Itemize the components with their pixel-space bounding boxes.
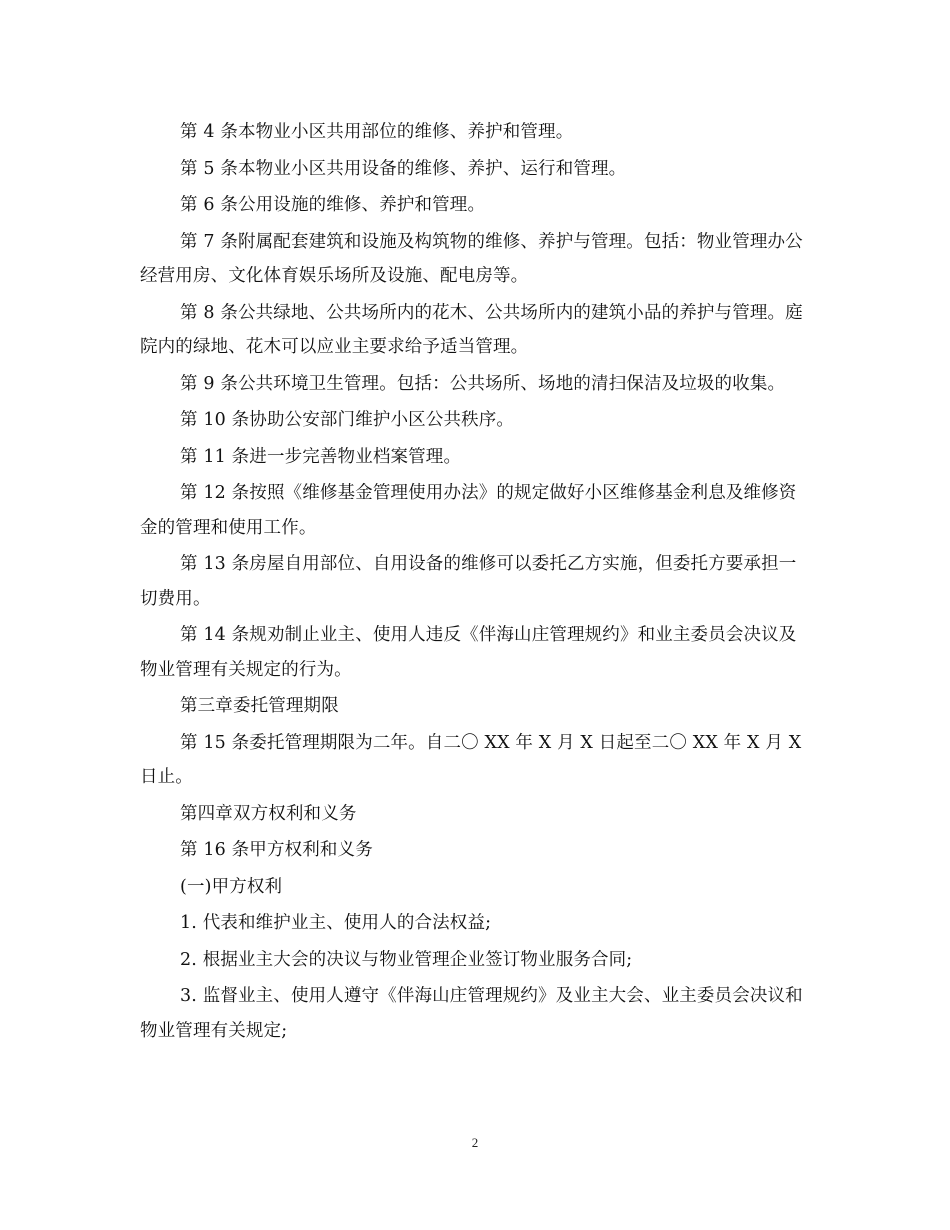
article-12-paragraph: 第 12 条按照《维修基金管理使用办法》的规定做好小区维修基金利息及维修资金的管理和使用工作。 <box>140 483 797 538</box>
article-16-heading: 第 16 条甲方权利和义务 <box>180 840 373 860</box>
article-11-paragraph: 第 11 条进一步完善物业档案管理。 <box>180 446 462 467</box>
chapter-3-heading: 第三章委托管理期限 <box>180 696 339 716</box>
article-5-paragraph: 第 5 条本物业小区共用设备的维修、养护、运行和管理。 <box>180 158 627 179</box>
party-a-rights-heading: (一)甲方权利 <box>180 876 283 897</box>
article-7-paragraph: 第 7 条附属配套建筑和设施及构筑物的维修、养护与管理。包括：物业管理办公经营用房、文化体育娱乐场所及设施、配电房等。 <box>140 231 803 286</box>
rights-item-3: 3. 监督业主、使用人遵守《伴海山庄管理规约》及业主大会、业主委员会决议和物业管理有关规定; <box>140 986 803 1041</box>
chapter-4-heading: 第四章双方权利和义务 <box>180 803 357 824</box>
article-14-paragraph: 第 14 条规劝制止业主、使用人违反《伴海山庄管理规约》和业主委员会决议及物业管理有关规定的行为。 <box>140 625 797 680</box>
page-number: 2 <box>471 1135 479 1150</box>
article-8-paragraph: 第 8 条公共绿地、公共场所内的花木、公共场所内的建筑小品的养护与管理。庭院内的绿地、花木可以应业主要求给予适当管理。 <box>140 302 803 357</box>
document-body <box>140 115 808 1050</box>
article-9-paragraph: 第 9 条公共环境卫生管理。包括：公共场所、场地的清扫保洁及垃圾的收集。 <box>180 373 786 394</box>
article-4-paragraph: 第 4 条本物业小区共用部位的维修、养护和管理。 <box>180 122 574 142</box>
rights-item-1: 1. 代表和维护业主、使用人的合法权益; <box>180 913 492 933</box>
article-10-paragraph: 第 10 条协助公安部门维护小区公共秩序。 <box>180 410 515 430</box>
article-15-paragraph: 第 15 条委托管理期限为二年。自二〇 XX 年 X 月 X 日起至二〇 XX 年 X 月 X 日止。 <box>140 732 802 787</box>
article-13-paragraph: 第 13 条房屋自用部位、自用设备的维修可以委托乙方实施，但委托方要承担一切费用。 <box>140 554 797 609</box>
article-6-paragraph: 第 6 条公用设施的维修、养护和管理。 <box>180 195 486 215</box>
rights-item-2: 2. 根据业主大会的决议与物业管理企业签订物业服务合同; <box>180 949 633 970</box>
